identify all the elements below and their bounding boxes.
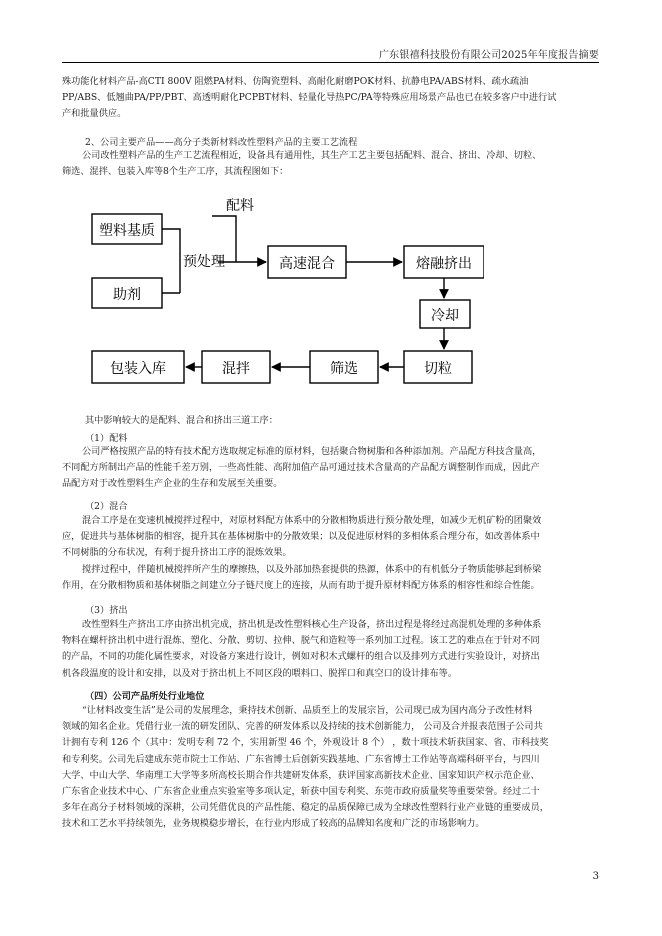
process-flow-diagram <box>84 188 484 398</box>
s3-title: （3）挤出 <box>85 605 128 616</box>
section2-paragraph <box>62 148 599 180</box>
s4-title: （四）公司产品所处行业地位 <box>85 691 205 702</box>
s4-line: 和专利奖。公司先后建成东莞市院士工作站、广东省博士后创新实践基地、广东省博士工作站等高端科研平台，与四川 <box>62 753 540 765</box>
s2-title: （2）混合 <box>85 501 128 512</box>
s4-line: 广东省企业技术中心、广东省企业重点实验室等多项认定，斩获中国专利奖、东莞市政府质量奖等重要荣誉。经过二十 <box>62 786 540 798</box>
s3-line: 机各段温度的设计和安排，以及对于挤出机上不同区段的喂料口、脱挥口和真空口的设计排布等。 <box>62 667 458 679</box>
intro-line: 产和批量供应。 <box>62 108 127 120</box>
s4-paragraph <box>62 703 599 833</box>
s3-line: 物料在螺杆挤出机中进行混炼、塑化、分散、剪切、拉伸、脱气和造粒等一系列加工过程。该工艺的难点在于针对不同 <box>62 635 540 647</box>
node-screening-label: 筛选 <box>330 361 358 377</box>
s1-line: 不同配方所制出产品的性能千差万别，一些高性能、高附加值产品可通过技术含量高的产品配方调整制作而成，因此产 <box>62 462 540 474</box>
section2-line: 筛选、混拌、包装入库等8个生产工序，其流程图如下： <box>62 166 289 178</box>
s4-line: 技术和工艺水平持续领先，业务规模稳步增长，在行业内形成了较高的品牌知名度和广泛的市场影响力。 <box>62 818 485 830</box>
section2-line: 公司改性塑料产品的生产工艺流程相近，设备具有通用性，其生产工艺主要包括配料、混合、挤出、冷却、切粒、 <box>82 150 542 161</box>
s4-line: 计拥有专利 126 个（其中：发明专利 72 个，实用新型 46 个，外观设计 8 个） ，数十项技术斩获国家、省、市科技奖 <box>62 737 549 749</box>
s2-line: 搅拌过程中，伴随机械搅拌所产生的摩擦热，以及外部加热套提供的热源，体系中的有机低分子物质能够起到桥梁 <box>82 563 542 575</box>
header-rule <box>62 62 599 63</box>
connector-substrate <box>162 229 180 293</box>
intro-paragraph <box>62 74 599 123</box>
intro-line: PP/ABS、低翘曲PA/PP/PBT、高透明耐化PCPBT材料、轻量化导热PC/PA等特殊应用场景产品也已在较多客户中进行试 <box>62 92 557 104</box>
s3-line: 改性塑料生产挤出工序由挤出机完成，挤出机是改性塑料核心生产设备，挤出过程是将经过高混机处理的多种体系 <box>82 619 542 630</box>
s1-line: 品配方对于改性塑料生产企业的生存和发展至关重要。 <box>62 478 283 490</box>
node-pretreat-label: 预处理 <box>183 254 225 270</box>
influence-text: 其中影响较大的是配料、混合和挤出三道工序： <box>85 415 278 426</box>
s4-line: 大学、中山大学、华南理工大学等多所高校长期合作共建研发体系，获评国家高新技术企业、国家知识产权示范企业、 <box>62 769 540 781</box>
s2-line: 不同树脂的分布状况，有利于提升挤出工序的混炼效果。 <box>62 547 292 559</box>
s3-line: 的产品，不同的功能化属性要求，对设备方案进行设计，例如对积木式螺杆的组合以及排列方式进行实验设计，对挤出 <box>62 651 540 663</box>
s2-line: 作用，在分散相物质和基体树脂之间建立分子链尺度上的连接，从而有助于提升原材料配方体系的相容性和综合性能。 <box>62 579 540 591</box>
s1-line: 公司严格按照产品的特有技术配方选取规定标准的原材料，包括聚合物树脂和各种添加剂。产品配方科技含量高， <box>82 446 542 457</box>
node-pelletizing-label: 切粒 <box>424 361 452 377</box>
s2-line: 应，促进共与基体树脂的相容，提升其在基体树脂中的分散效果；以及促进原材料的多相体系合理分布，如改善体系中 <box>62 531 540 543</box>
s3-paragraph <box>62 617 599 682</box>
node-substrate-label: 塑料基质 <box>99 223 155 239</box>
s2-line: 混合工序是在变速机械搅拌过程中，对原材料配方体系中的分散相物质进行预分散处理，如减少无机矿粉的团聚效 <box>82 515 542 526</box>
page-number: 3 <box>592 871 599 882</box>
node-cooling-label: 冷却 <box>431 308 459 324</box>
s2-paragraph <box>62 513 599 594</box>
header-title: 广东银禧科技股份有限公司2025年年度报告摘要 <box>378 50 599 61</box>
node-blending-label: 混拌 <box>222 361 250 377</box>
s4-line: 多年在高分子材料领域的深耕，公司凭借优良的产品性能、稳定的品质保障已成为全球改性塑料行业产业链的重要成员， <box>62 802 549 814</box>
node-ingredient-label: 配料 <box>226 198 254 214</box>
s4-line: “让材料改变生活”是公司的发展理念，秉持技术创新、品质至上的发展宗旨，公司现已成为国内高分子改性材料 <box>82 705 533 716</box>
s1-title: （1）配料 <box>85 433 128 444</box>
s4-line: 领域的知名企业。凭借行业一流的研发团队、完善的研发体系以及持续的技术创新能力， 公司及合并报表范围子公司共 <box>62 721 543 733</box>
section2-title: 2、公司主要产品——高分子类新材料改性塑料产品的主要工艺流程 <box>85 137 358 148</box>
node-packaging-label: 包装入库 <box>110 361 166 377</box>
node-mixing-label: 高速混合 <box>279 256 335 272</box>
node-additive-label: 助剂 <box>113 287 141 303</box>
node-extrusion-label: 熔融挤出 <box>416 256 472 272</box>
intro-line: 殊功能化材料产品-高CTI 800V 阻燃PA材料、仿陶瓷塑料、高耐化耐磨POK材料、抗静电PA/ABS材料、疏水疏油 <box>62 76 529 87</box>
s1-paragraph <box>62 444 599 493</box>
